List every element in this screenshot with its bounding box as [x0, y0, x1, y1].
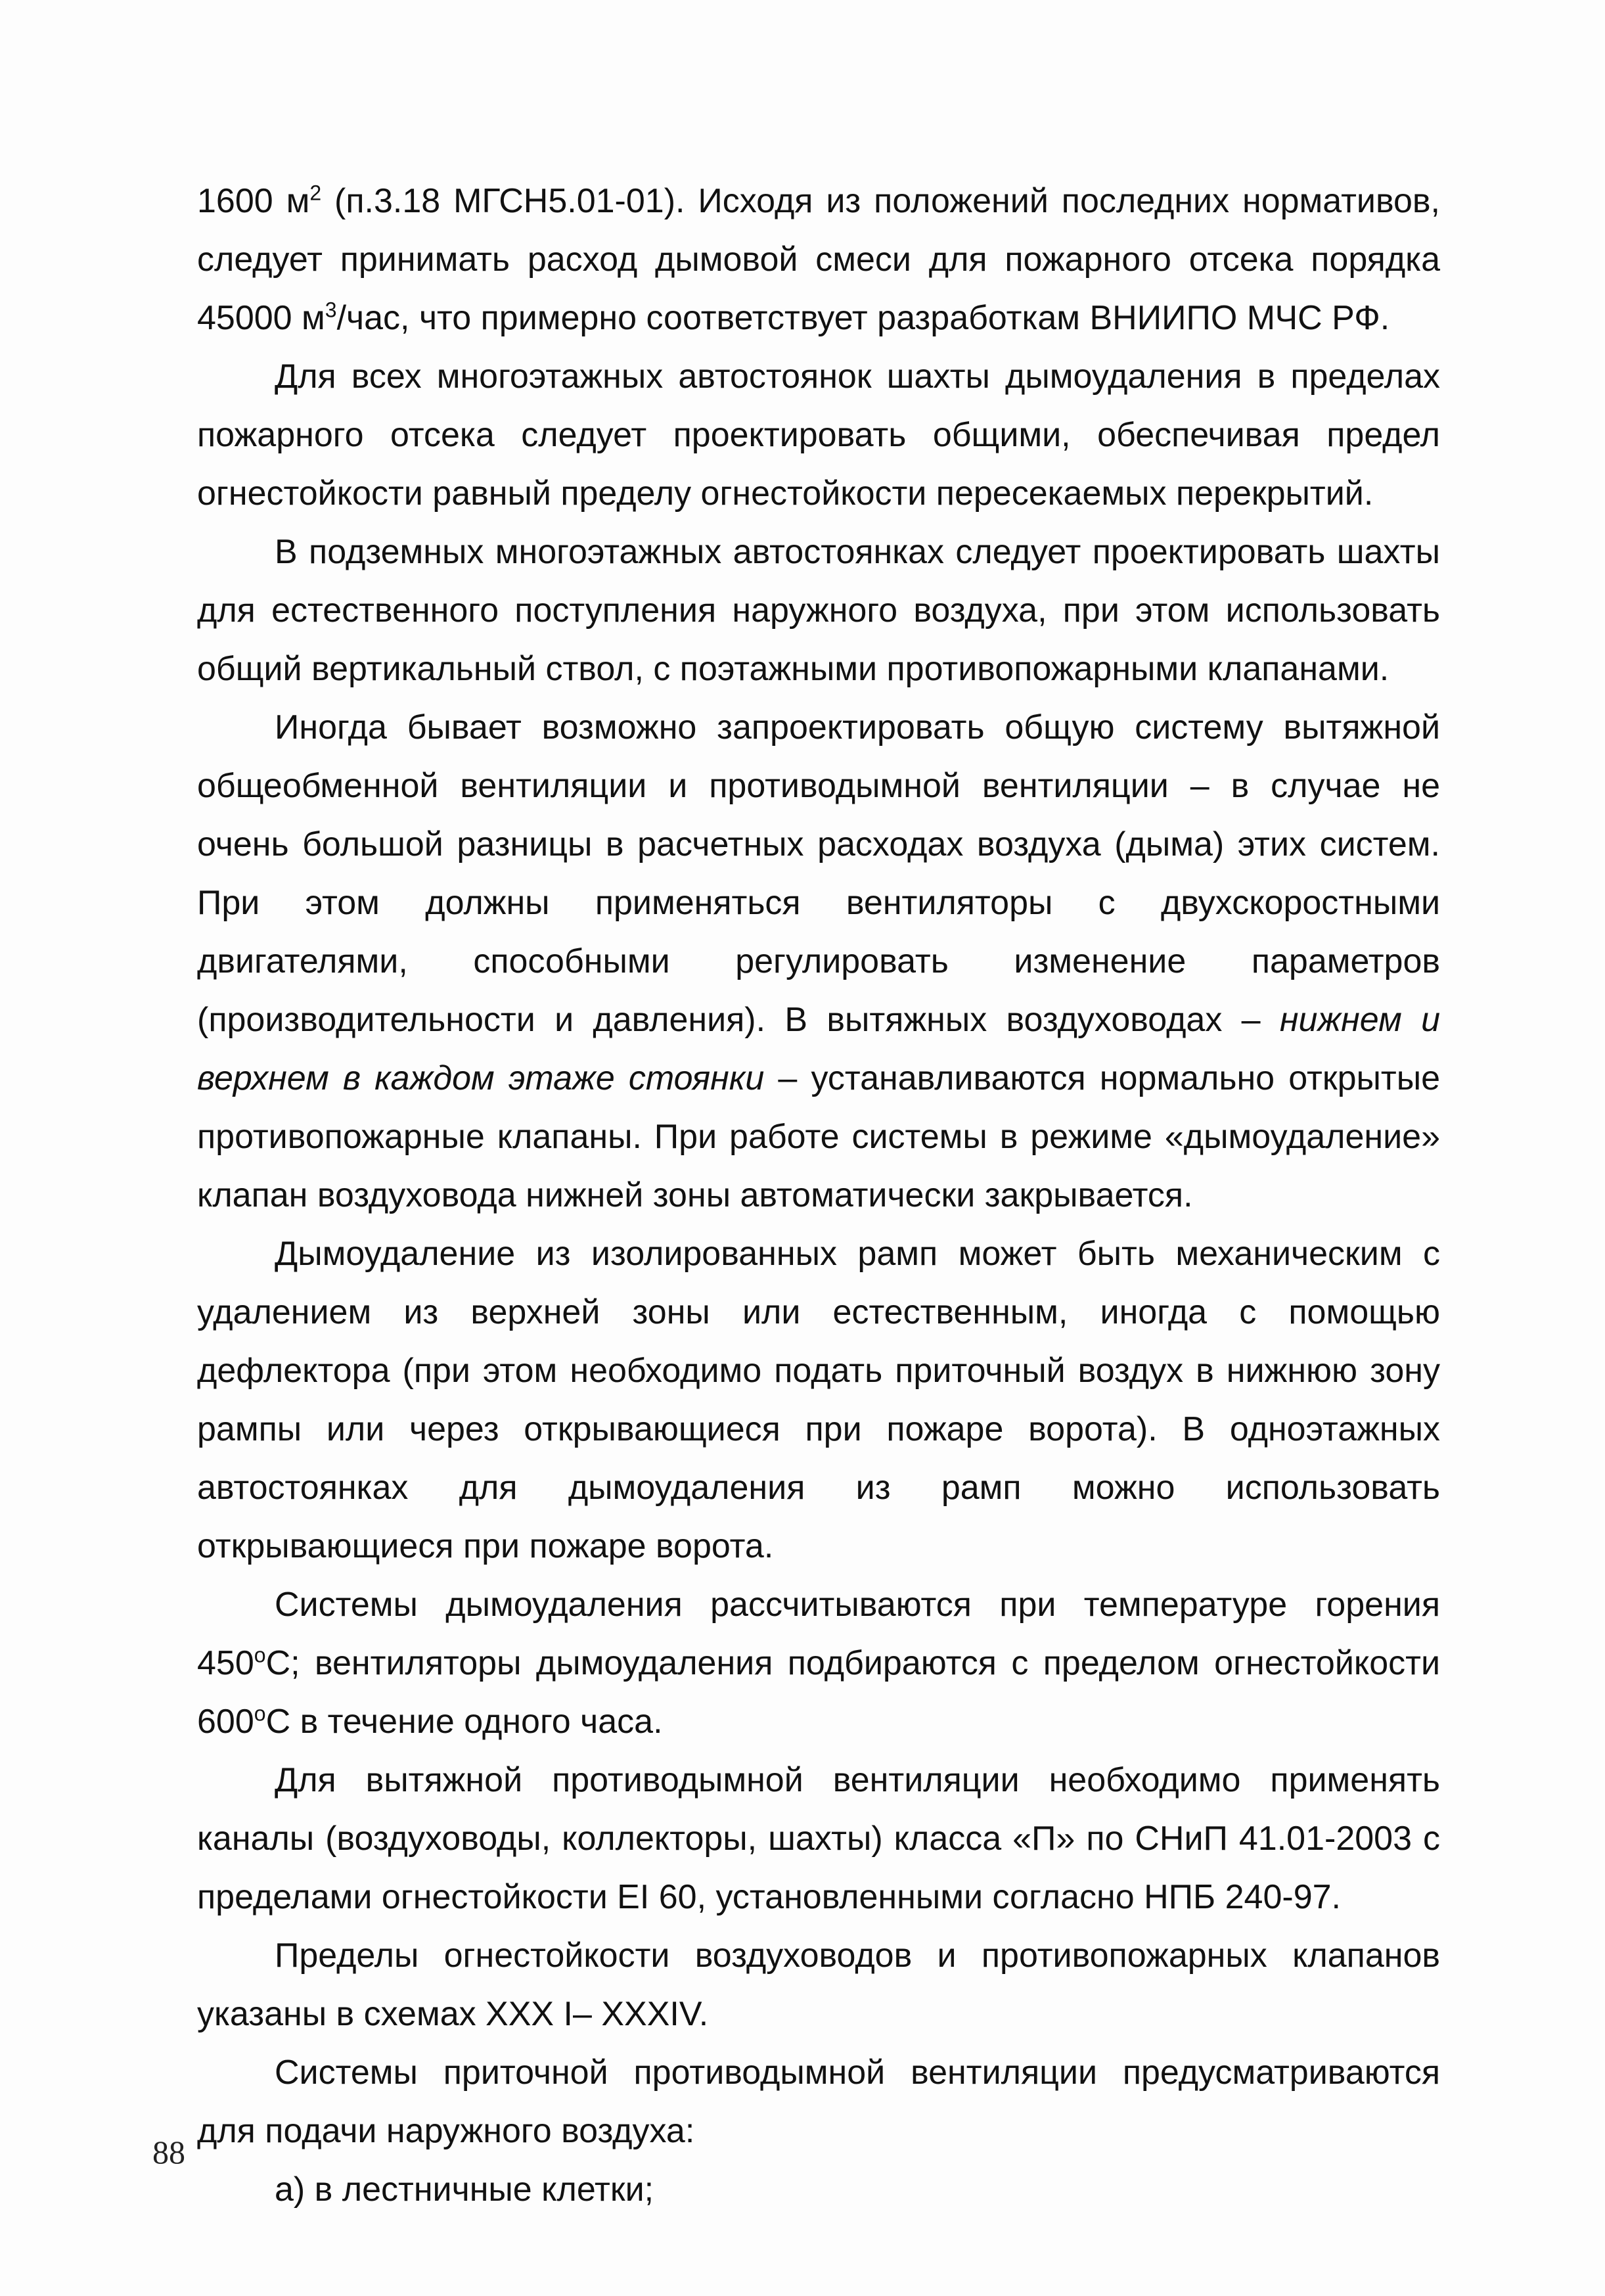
text-run: Иногда бывает возможно запроектировать общую систему вытяжной общеобменной вентиляции и противодымной вентиляции – в случае не очень большой разницы в расчетных расходах воздуха (дыма) этих систем. При этом должны применяться вентиляторы с двухскоростными двигателями, способными регулировать изменение параметров (производительности и давления). В вытяжных воздуховодах –: [197, 708, 1440, 1039]
text-run: 1600 м: [197, 182, 310, 220]
paragraph: [197, 1576, 1440, 1751]
text-run: В подземных многоэтажных автостоянках следует проектировать шахты для естественного поступления наружного воздуха, при этом использовать общий вертикальный ствол, с поэтажными противопожарными клапанами.: [197, 533, 1440, 688]
paragraph: [197, 2044, 1440, 2161]
text-run: Системы приточной противодымной вентиляции предусматриваются для подачи наружного воздуха:: [197, 2054, 1440, 2150]
text-run: Системы дымоудаления рассчитываются при температуре горения 450: [197, 1586, 1440, 1682]
page-number: 88: [152, 2134, 185, 2170]
text-run: Дымоудаление из изолированных рамп может быть механическим с удалением из верхней зоны или естественным, иногда с помощью дефлектора (при этом необходимо подать приточный воздух в нижнюю зону рампы или через открывающиеся при пожаре ворота). В одноэтажных автостоянках для дымоудаления из рамп можно использовать открывающиеся при пожаре ворота.: [197, 1235, 1440, 1565]
paragraph: [197, 523, 1440, 699]
paragraph: [197, 348, 1440, 523]
paragraph: [197, 172, 1440, 348]
text-run: а) в лестничные клетки;: [275, 2170, 654, 2209]
text-run: /час, что примерно соответствует разработкам ВНИИПО МЧС РФ.: [336, 299, 1390, 337]
superscript: o: [254, 1643, 266, 1667]
superscript: 2: [309, 181, 322, 205]
text-run: Пределы огнестойкости воздуховодов и противопожарных клапанов указаны в схемах XXX I– XXXIV.: [197, 1937, 1440, 2033]
paragraph: [197, 1225, 1440, 1576]
text-run: Для вытяжной противодымной вентиляции необходимо применять каналы (воздуховоды, коллекторы, шахты) класса «П» по СНиП 41.01-2003 с пределами огнестойкости EI 60, установленными согласно НПБ 240-97.: [197, 1761, 1440, 1916]
emphasis-text: нижнем и верхнем в каждом этаже стоянки: [197, 1001, 1440, 1097]
paragraph: [197, 699, 1440, 1225]
paragraph: [197, 2161, 1440, 2219]
superscript: o: [254, 1701, 266, 1726]
text-run: – устанавливаются нормально открытые противопожарные клапаны. При работе системы в режиме «дымоудаление» клапан воздуховода нижней зоны автоматически закрывается.: [197, 1059, 1440, 1214]
paragraph: [197, 1927, 1440, 2044]
superscript: 3: [325, 298, 337, 322]
paragraph: [197, 1751, 1440, 1927]
text-run: С; вентиляторы дымоудаления подбираются с пределом огнестойкости 600: [197, 1644, 1440, 1741]
text-run: Для всех многоэтажных автостоянок шахты дымоудаления в пределах пожарного отсека следует проектировать общими, обеспечивая предел огнестойкости равный пределу огнестойкости пересекаемых перекрытий.: [197, 357, 1440, 513]
text-run: (п.3.18 МГСН5.01-01). Исходя из положений последних нормативов, следует принимать расход дымовой смеси для пожарного отсека порядка 45000 м: [197, 182, 1440, 337]
text-run: С в течение одного часа.: [265, 1703, 663, 1741]
body-text: [197, 172, 1440, 2219]
